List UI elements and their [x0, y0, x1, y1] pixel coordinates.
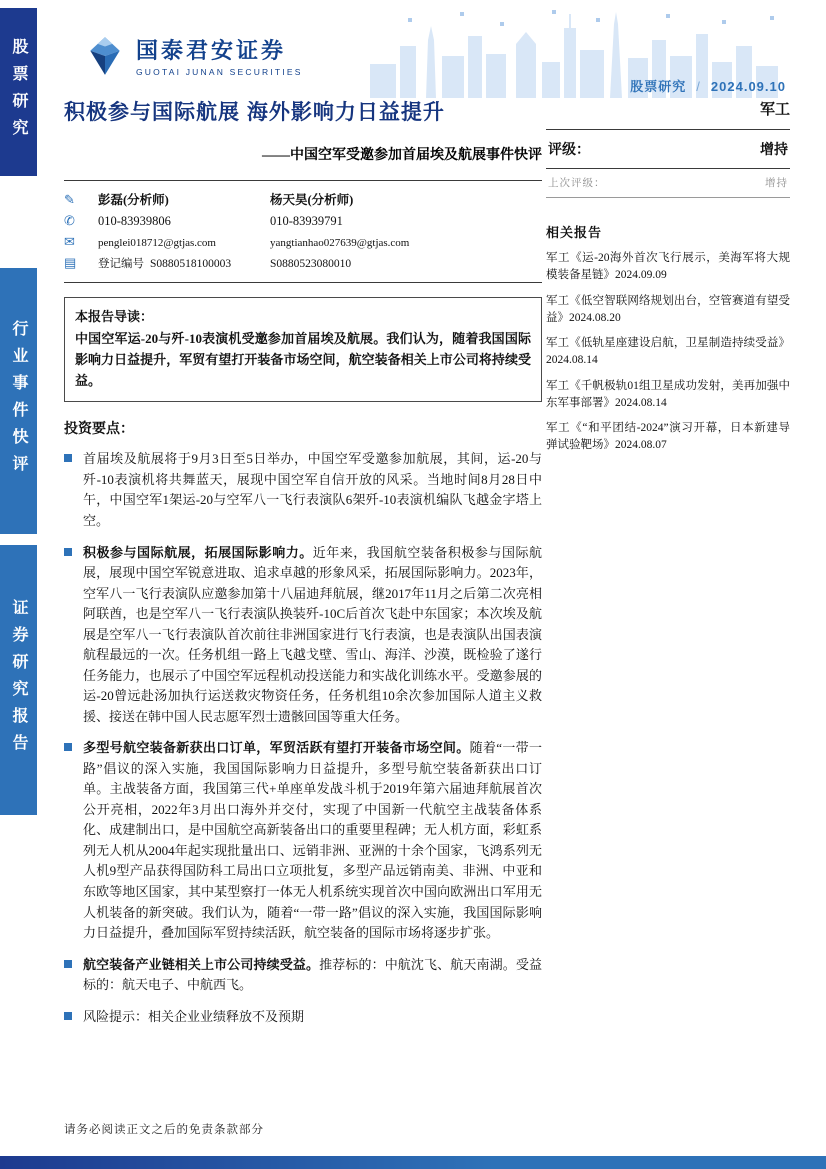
rating-value: 增持 — [760, 143, 788, 158]
point-lead: 多型号航空装备新获出口订单，军贸活跃有望打开装备市场空间。 — [83, 740, 470, 756]
analyst-phone-right: 010-83939791 — [270, 214, 343, 228]
header-meta — [630, 76, 786, 95]
prev-rating-row — [546, 169, 790, 198]
prev-rating-value: 增持 — [765, 178, 788, 189]
investment-point-1 — [64, 449, 542, 531]
sidebar-securities-research-report-label: 证券研究报告 — [10, 599, 27, 761]
related-reports — [546, 222, 790, 455]
analyst-id-left: S0880518100003 — [150, 258, 232, 270]
brand-name-en: GUOTAI JUNAN SECURITIES — [136, 67, 303, 77]
footer-disclaimer: 请务必阅读正文之后的免责条款部分 — [64, 1124, 264, 1136]
related-report-item-1: 军工《运-20海外首次飞行展示，美海军将大规模装备星链》2024.09.09 — [546, 252, 790, 282]
report-title: 积极参与国际航展 海外影响力日益提升 — [64, 101, 445, 124]
analyst-name-left: 彭磊(分析师) — [98, 193, 169, 207]
industry-tag: 军工 — [546, 98, 790, 130]
phone-icon: ✆ — [64, 213, 75, 228]
investment-points-heading: 投资要点： — [64, 422, 134, 438]
analyst-info-table — [64, 180, 542, 283]
certificate-icon: ▤ — [64, 255, 77, 270]
header-date: 2024.09.10 — [710, 79, 786, 94]
bottom-blue-bar — [0, 1156, 826, 1169]
prev-rating-label: 上次评级： — [548, 178, 606, 189]
bullet-square-icon — [64, 454, 72, 462]
gem-icon — [84, 35, 126, 77]
point-body: 近年来，我国航空装备积极参与国际航展，展现中国空军锐意进取、追求卓越的形象风采，拓展国际影响力。2023年，空军八一飞行表演队应邀参加第十八届迪拜航展，继2017年11月之后第二次亮相阿联酋，也是空军八一飞行表演队换装歼-10C后首次飞赴中东国家；本次埃及航展是空军八一飞行表演队首次前往非洲国家进行飞行表演，也是表演队出国表演航程最远的一次。任务机组一路上飞越戈壁、雪山、海洋、沙漠，既检验了遂行任务能力，也展示了中国空军远程机动投送能力和实战化训练水平。受邀参展的运-20曾远赴汤加执行运送救灾物资任务，任务机组10余次参加国际人道主义救援、接送在韩中国人民志愿军烈士遗骸回国等重大任务。 — [83, 544, 542, 724]
investment-point-2 — [64, 543, 542, 728]
related-reports-heading: 相关报告 — [546, 225, 603, 240]
header-section-label: 股票研究 — [630, 79, 687, 94]
investment-point-4 — [64, 955, 542, 996]
header-separator: / — [696, 79, 701, 94]
analyst-phone-left: 010-83939806 — [98, 214, 171, 228]
related-report-item-3: 军工《低轨星座建设启航，卫星制造持续受益》2024.08.14 — [546, 337, 790, 367]
report-lead-box — [64, 297, 542, 402]
main-column — [64, 96, 542, 1027]
related-report-item-4: 军工《千帆极轨01组卫星成功发射，美再加强中东军事部署》2024.08.14 — [546, 379, 790, 409]
analyst-id-label: 登记编号 — [98, 258, 144, 270]
point-body: 随着“一带一路”倡议的深入实施，我国国际影响力日益提升，多型号航空装备新获出口订单。主战装备方面，我国第三代+单座单发战斗机于2019年第六届迪拜航展首次公开亮相，2022年3月出口海外并交付，实现了中国新一代航空主战装备体系化、成建制出口，是中国航空高新装备出口的重要里程碑；无人机方面，彩虹系列无人机从2004年起实现批量出口、远销非洲、亚洲的十余个国家，飞鸿系列无人机9型产品获得国防科工局出口立项批复，多型产品远销南美、非洲、中亚和东欧等地区国家，其中某型察打一体无人机系统实现首次中国向欧洲出口军用无人机装备的新突破。我们认为，随着“一带一路”倡议的深入实施，我国国际影响力日益提升，叠加国际军贸持续活跃，航空装备的国际市场将逐步扩张。 — [83, 740, 542, 941]
mail-icon: ✉ — [64, 234, 75, 249]
analyst-id-right: S0880523080010 — [270, 258, 352, 270]
analyst-email-right: yangtianhao027639@gtjas.com — [270, 237, 410, 249]
investment-point-3-text — [83, 738, 542, 943]
investment-point-1-text — [83, 449, 542, 531]
brand-logo — [84, 34, 303, 77]
point-body: 首届埃及航展将于9月3日至5日举办，中国空军受邀参加航展，其间，运-20与歼-10表演机将共舞蓝天，展现中国空军自信开放的风采。当地时间8月28日中午，中国空军1架运-20与空军八一飞行表演队6架歼-10表演机编队飞越金字塔上空。 — [83, 451, 542, 528]
sidebar-industry-event-comment — [0, 268, 37, 534]
pen-icon: ✎ — [64, 192, 75, 207]
investment-point-5 — [64, 1007, 542, 1028]
brand-name-cn: 国泰君安证券 — [136, 38, 287, 63]
bullet-square-icon — [64, 1012, 72, 1020]
analyst-names-row — [64, 187, 542, 211]
brand-logo-text — [136, 34, 303, 77]
sidebar-stock-research — [0, 8, 37, 176]
analyst-emails-row — [64, 232, 542, 252]
analyst-ids-row — [64, 252, 542, 274]
investment-point-3 — [64, 738, 542, 943]
analyst-phones-row — [64, 211, 542, 232]
analyst-name-right: 杨天昊(分析师) — [270, 193, 354, 207]
analyst-id-left-cell — [98, 255, 270, 271]
lead-text: 中国空军运-20与歼-10表演机受邀参加首届埃及航展。我们认为，随着我国国际影响力日益提升，军贸有望打开装备市场空间，航空装备相关上市公司将持续受益。 — [75, 331, 531, 388]
sidebar-securities-research-report — [0, 545, 37, 815]
bullet-square-icon — [64, 960, 72, 968]
related-report-item-2: 军工《低空智联网络规划出台，空管赛道有望受益》2024.08.20 — [546, 294, 790, 324]
point-body: 风险提示：相关企业业绩释放不及预期 — [83, 1008, 305, 1024]
sidebar-stock-research-label: 股票研究 — [10, 38, 27, 146]
investment-point-5-text — [83, 1007, 304, 1028]
rating-row — [546, 130, 790, 169]
investment-point-4-text — [83, 955, 542, 996]
lead-heading: 本报告导读： — [75, 309, 154, 324]
side-column — [546, 98, 790, 463]
sidebar-industry-event-comment-label: 行业事件快评 — [10, 320, 27, 482]
point-lead: 积极参与国际航展，拓展国际影响力。 — [83, 544, 313, 560]
report-subtitle: ——中国空军受邀参加首届埃及航展事件快评 — [262, 148, 542, 163]
point-lead: 航空装备产业链相关上市公司持续受益。 — [83, 956, 320, 972]
rating-label: 评级： — [548, 143, 590, 158]
analyst-email-left: penglei018712@gtjas.com — [98, 237, 216, 249]
bullet-square-icon — [64, 548, 72, 556]
related-report-item-5: 军工《“和平团结-2024”演习开幕，日本新建导弹试验靶场》2024.08.07 — [546, 422, 790, 452]
bullet-square-icon — [64, 743, 72, 751]
point-body: 推荐标的：中航沈飞、航天南湖。受益标的：航天电子、中航西飞。 — [83, 956, 542, 993]
investment-point-2-text — [83, 543, 542, 728]
